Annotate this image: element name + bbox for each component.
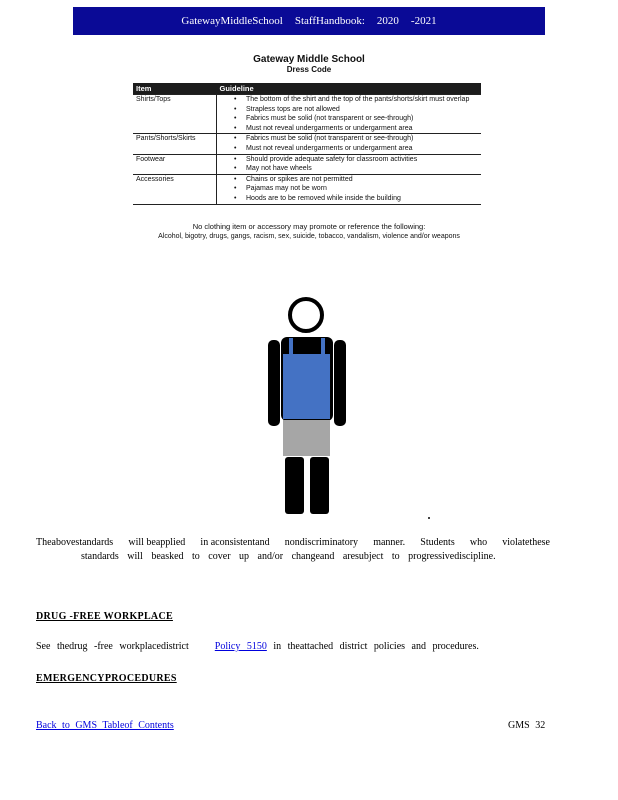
row-guidelines (217, 134, 482, 154)
column-header-item: Item (133, 83, 217, 95)
table-row (133, 154, 481, 174)
row-item: Accessories (133, 174, 217, 204)
figure-apron-strap-left (289, 338, 293, 356)
figure-right-leg (310, 457, 329, 514)
page-header-banner (73, 7, 545, 35)
guideline-item: • Fabrics must be solid (not transparent or see-through) (246, 114, 478, 124)
paragraph-word: nondiscriminatory (284, 537, 359, 548)
page-number (508, 720, 545, 731)
paragraph-word: Theabovestandards (36, 537, 114, 548)
year-end: -2021 (410, 15, 437, 27)
table-row (133, 95, 481, 134)
row-guidelines (217, 154, 482, 174)
drug-free-heading: DRUG -FREE WORKPLACE (36, 611, 173, 622)
column-header-guideline: Guideline (217, 83, 482, 95)
row-item: Shirts/Tops (133, 95, 217, 134)
figure-left-leg (285, 457, 304, 514)
handbook-label: StaffHandbook: (294, 15, 365, 27)
guideline-item: • The bottom of the shirt and the top of the pants/shorts/skirt must overlap (246, 95, 478, 105)
figure-left-arm (268, 340, 280, 426)
emergency-procedures-heading: EMERGENCYPROCEDURES (36, 673, 177, 684)
paragraph-word: will beapplied (128, 537, 186, 548)
paragraph-word: manner. (373, 537, 406, 548)
dress-code-title: Gateway Middle School (253, 54, 365, 65)
guideline-item: • Hoods are to be removed while inside the building (246, 194, 478, 204)
guideline-item: • Must not reveal undergarments or undergarment area (246, 144, 478, 154)
stray-mark (428, 517, 430, 519)
row-guidelines (217, 174, 482, 204)
year-start: 2020 (376, 15, 399, 27)
paragraph-word: who (469, 537, 488, 548)
row-item: Footwear (133, 154, 217, 174)
row-guidelines (217, 95, 482, 134)
standards-paragraph (36, 536, 550, 564)
drug-free-text (36, 641, 479, 652)
figure-apron-strap-right (321, 338, 325, 356)
row-item: Pants/Shorts/Skirts (133, 134, 217, 154)
page-number-value: 32 (535, 720, 546, 731)
drug-free-text-before: See thedrug -free workplacedistrict (36, 641, 189, 652)
guideline-item: • Must not reveal undergarments or undergarment area (246, 124, 478, 134)
figure-apron (283, 354, 330, 419)
paragraph-word: Students (420, 537, 455, 548)
table-header-row (133, 83, 481, 95)
guideline-item: • Fabrics must be solid (not transparent or see-through) (246, 134, 478, 144)
guideline-item: • Should provide adequate safety for classroom activities (246, 155, 478, 165)
page-label: GMS (508, 720, 530, 731)
dress-code-figure-illustration (262, 296, 352, 518)
drug-free-text-after: in theattached district policies and procedures. (273, 641, 479, 652)
back-to-contents-link[interactable]: Back to GMS Tableof Contents (36, 720, 174, 731)
table-row (133, 134, 481, 154)
paragraph-line-2: standards will beasked to cover up and/or changeand aresubject to progressivediscipline. (81, 551, 496, 562)
guideline-item: • Chains or spikes are not permitted (246, 175, 478, 185)
school-name: GatewayMiddleSchool (181, 15, 283, 27)
policy-5150-link[interactable]: Policy 5150 (214, 641, 267, 652)
dress-code-table (133, 83, 481, 205)
prohibited-topics: Alcohol, bigotry, drugs, gangs, racism, sex, suicide, tobacco, vandalism, violence and/or weapons (158, 233, 460, 240)
paragraph-word: violatethese (502, 537, 550, 548)
figure-right-arm (334, 340, 346, 426)
guideline-item: • May not have wheels (246, 164, 478, 174)
guideline-item: • Pajamas may not be worn (246, 184, 478, 194)
figure-shorts (283, 420, 330, 456)
dress-code-subtitle: Dress Code (286, 65, 332, 74)
paragraph-line-1 (36, 536, 550, 550)
dress-code-note: No clothing item or accessory may promote or reference the following: (192, 222, 426, 231)
table-row (133, 174, 481, 204)
guideline-item: • Strapless tops are not allowed (246, 105, 478, 115)
figure-head (290, 299, 322, 331)
paragraph-word: in aconsistentand (200, 537, 270, 548)
